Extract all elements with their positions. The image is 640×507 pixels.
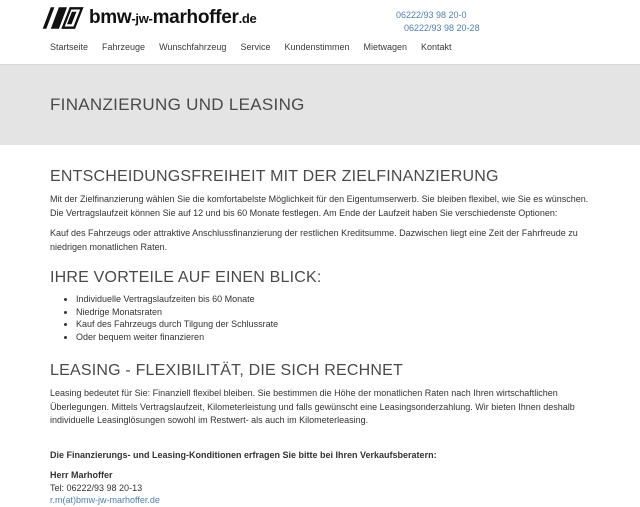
nav-item-wunschfahrzeug[interactable]: Wunschfahrzeug: [159, 42, 227, 52]
site-header: [0, 0, 640, 64]
heading-vorteile: IHRE VORTEILE AUF EINEN BLICK:: [50, 269, 322, 286]
nav-item-fahrzeuge[interactable]: Fahrzeuge: [102, 42, 146, 52]
contact-name: Herr Marhoffer: [50, 470, 113, 480]
list-item: • Kauf des Fahrzeugs durch Tilgung der Schlussrate: [76, 318, 590, 331]
list-item: • Oder bequem weiter finanzieren: [76, 331, 590, 344]
main-content: [0, 168, 640, 507]
list-item: • Individuelle Vertragslaufzeiten bis 60 Monate: [76, 293, 590, 306]
site-logo[interactable]: [40, 5, 256, 31]
zielfinanzierung-paragraph-2: Kauf des Fahrzeugs oder attraktive Anschlussfinanzierung der restlichen Kreditsumme. Dazwischen liegt eine Zeit der Fahrfreude zu niedrigen monatlichen Raten.: [50, 228, 578, 252]
contact-block: [50, 469, 590, 507]
nav-item-kundenstimmen[interactable]: Kundenstimmen: [284, 42, 350, 52]
page-title: FINANZIERUNG UND LEASING: [50, 95, 305, 114]
phone-number-primary[interactable]: 06222/93 98 20-0: [396, 10, 467, 20]
main-nav: [50, 42, 452, 52]
phone-number-secondary[interactable]: 06222/93 98 20-28: [404, 23, 480, 33]
marhoffer-logo-icon: [40, 5, 85, 31]
contact-email-link[interactable]: r.m(at)bmw-jw-marhoffer.de: [50, 495, 160, 505]
nav-item-startseite[interactable]: Startseite: [50, 42, 89, 52]
list-item: • Niedrige Monatsraten: [76, 306, 590, 319]
heading-leasing: LEASING - FLEXIBILITÄT, DIE SICH RECHNET: [50, 362, 403, 379]
contact-intro: Die Finanzierungs- und Leasing-Konditionen erfragen Sie bitte bei Ihren Verkaufsberatern:: [50, 449, 437, 460]
nav-item-mietwagen[interactable]: Mietwagen: [363, 42, 408, 52]
nav-item-kontakt[interactable]: Kontakt: [421, 42, 452, 52]
heading-zielfinanzierung: ENTSCHEIDUNGSFREIHEIT MIT DER ZIELFINANZIERUNG: [50, 168, 499, 185]
logo-text: bmw-jw-marhoffer.de: [89, 7, 257, 28]
page-banner: [0, 64, 640, 145]
zielfinanzierung-paragraph-1: Mit der Zielfinanzierung wählen Sie die komfortabelste Möglichkeit für den Eigentumserwerb. Sie bleiben flexibel, wie Sie es wünschen. Die Vertragslaufzeit können Sie auf 12 und bis 60 Monate festlegen. Am Ende der Laufzeit haben Sie verschiedenste Optionen:: [50, 194, 589, 218]
leasing-paragraph: Leasing bedeutet für Sie: Finanziell flexibel bleiben. Sie bestimmen die Höhe der monatlichen Raten nach Ihren wirtschaftlichen Überlegungen. Mittels Vertragslaufzeit, Kilometerleistung und falls gewünscht eine Leasingsonderzahlung. Wir bieten Ihnen deshalb individuelle Leasinglösungen sowohl im Restwert- als auch im Kilometerleasing.: [50, 388, 575, 425]
vorteile-list: [50, 293, 590, 343]
nav-item-service[interactable]: Service: [240, 42, 271, 52]
contact-phone: Tel: 06222/93 98 20-13: [50, 482, 143, 493]
header-phone-numbers: [396, 9, 480, 35]
